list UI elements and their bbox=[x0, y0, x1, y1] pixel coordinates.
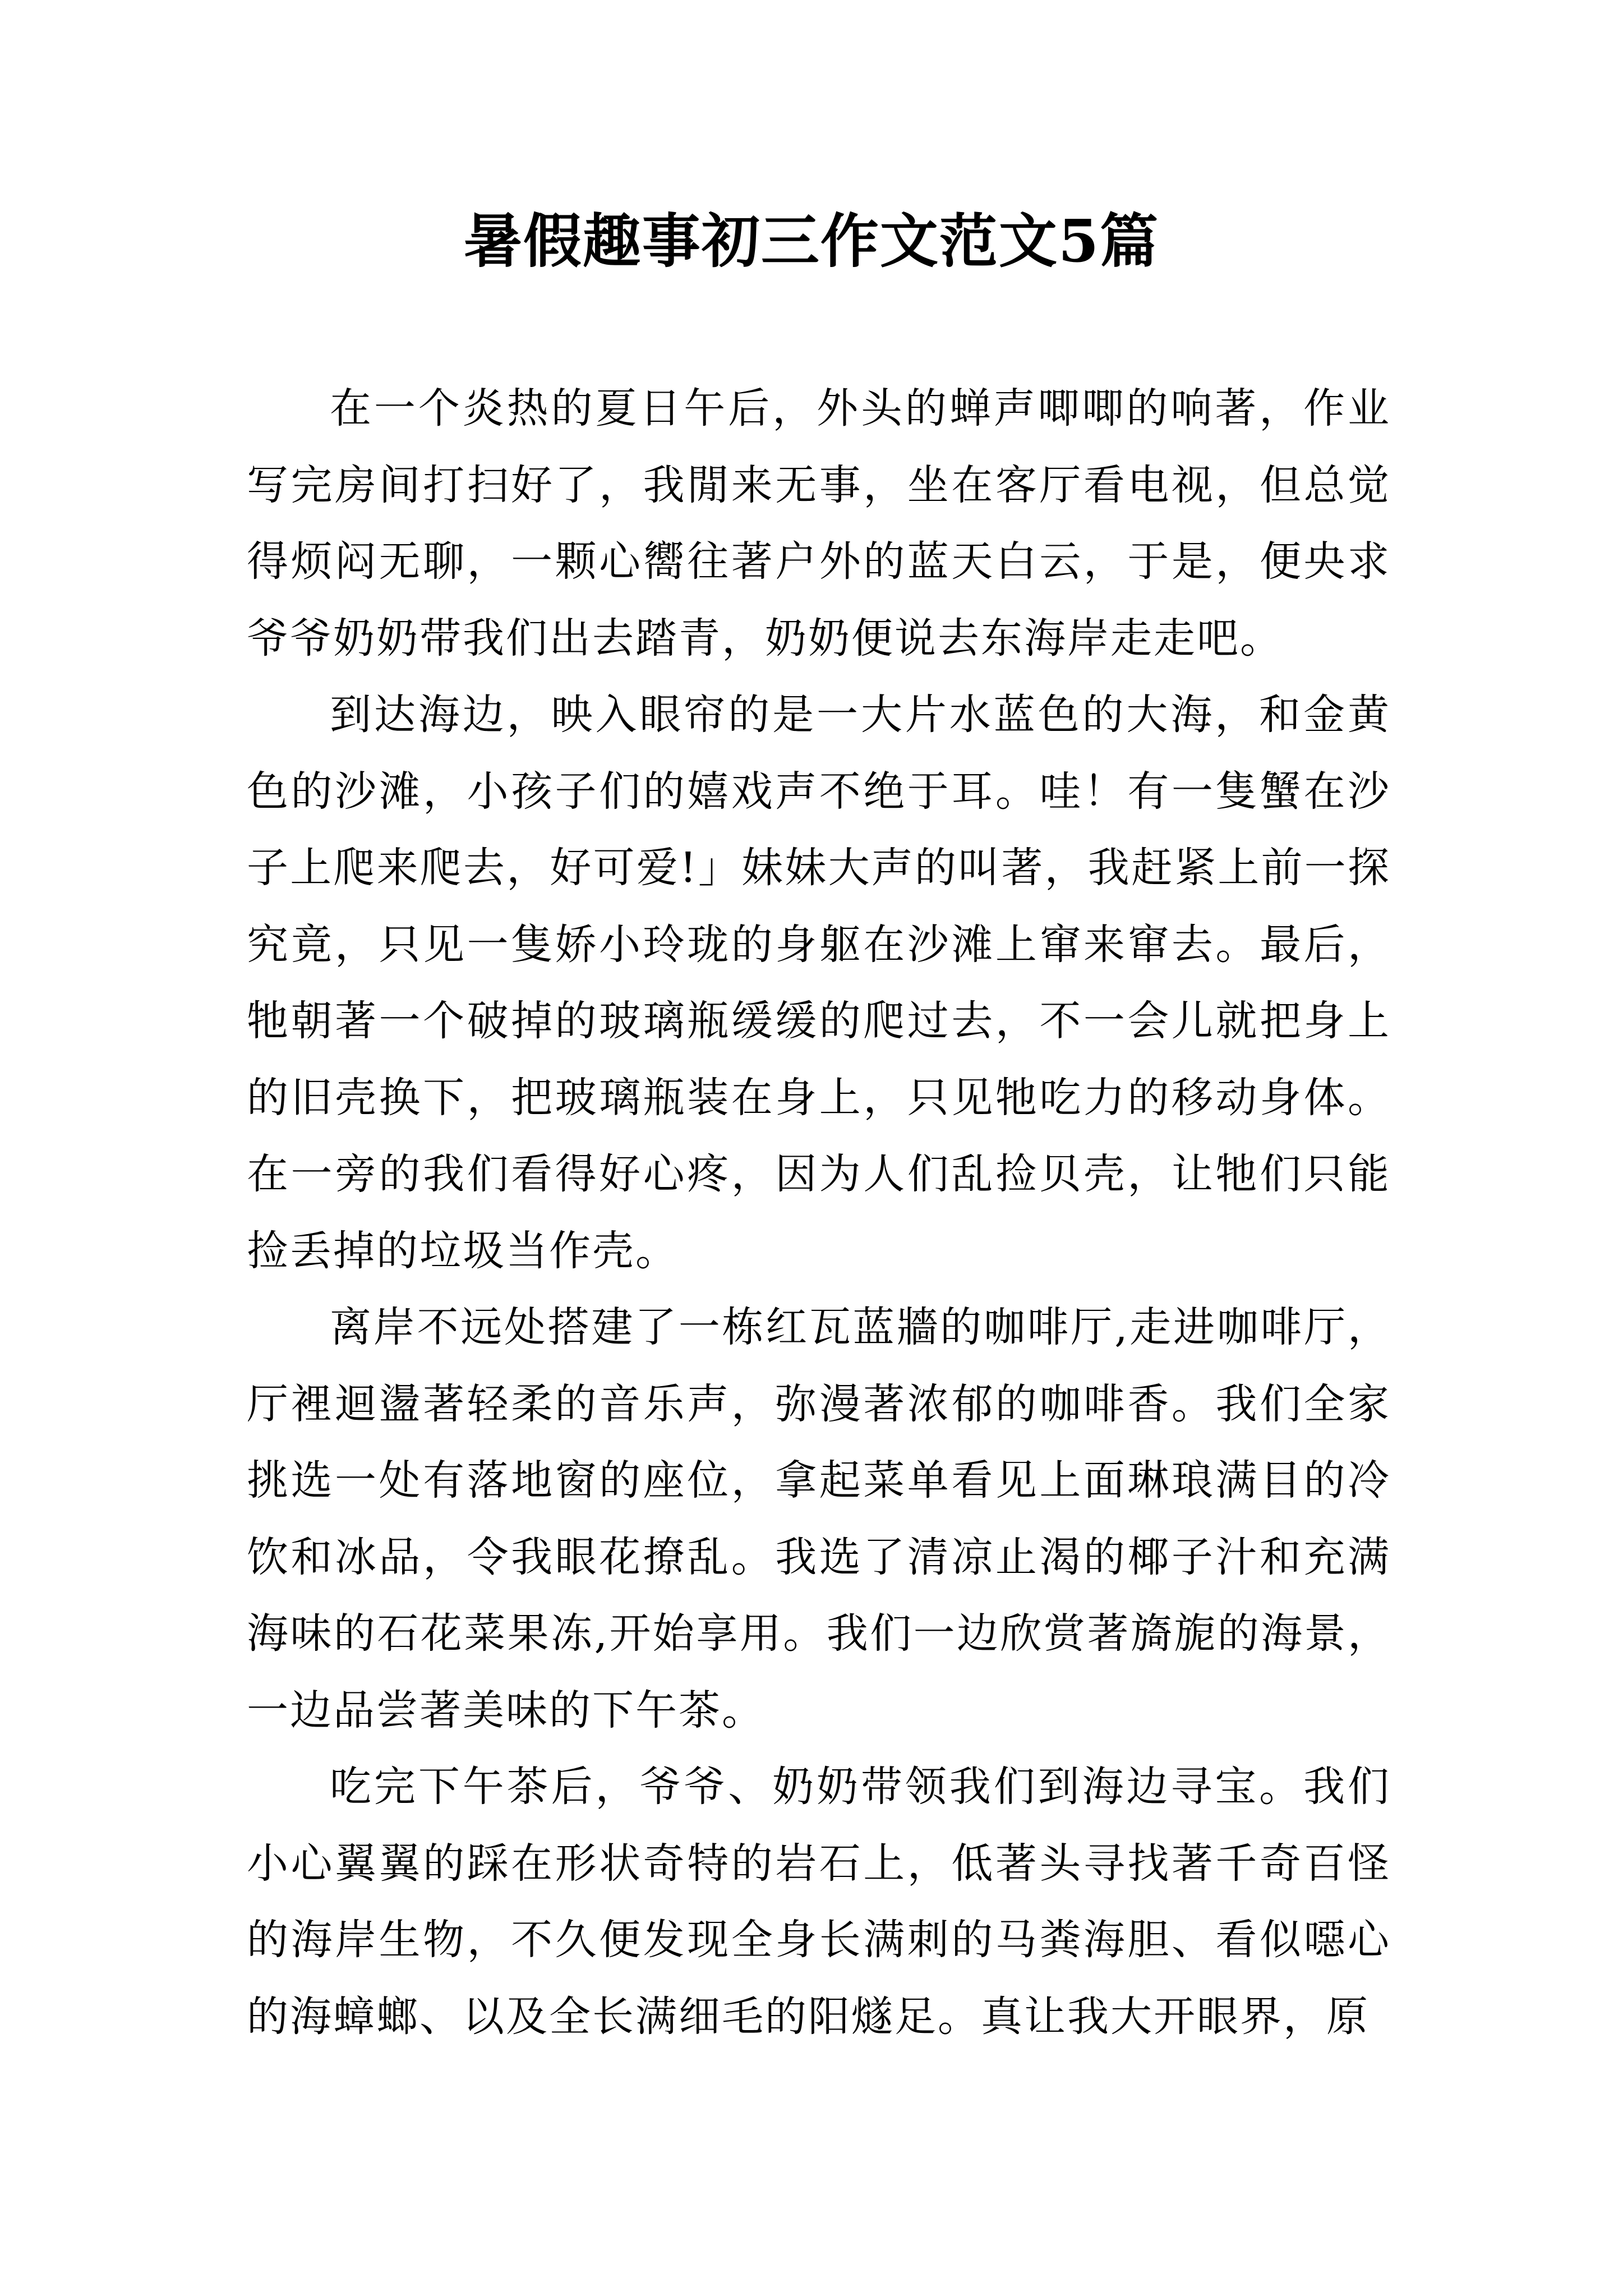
document-title: 暑假趣事初三作文范文5篇 bbox=[463, 206, 1160, 275]
paragraph-1: 在一个炎热的夏日午后，外头的蝉声唧唧的响著，作业写完房间打扫好了，我閒来无事，坐在客厅看电视，但总觉得烦闷无聊，一颗心嚮往著户外的蓝天白云，于是，便央求爷爷奶奶带我们出去踏青，奶奶便说去东海岸走走吧。 bbox=[247, 384, 1391, 662]
paragraph-4: 吃完下午茶后，爷爷、奶奶带领我们到海边寻宝。我们小心翼翼的踩在形状奇特的岩石上，低著头寻找著千奇百怪的海岸生物，不久便发现全身长满刺的马粪海胆、看似噁心的海蟑螂、以及全长满细毛的阳燧足。真让我大开眼界，原 bbox=[247, 1763, 1391, 2041]
paragraph-3: 离岸不远处搭建了一栋红瓦蓝牆的咖啡厅,走进咖啡厅，厅裡迴盪著轻柔的音乐声，弥漫著浓郁的咖啡香。我们全家挑选一处有落地窗的座位，拿起菜单看见上面琳琅满目的冷饮和冰品，令我眼花撩乱。我选了清凉止渴的椰子汁和充满海味的石花菜果冻,开始享用。我们一边欣赏著旖旎的海景，一边品尝著美味的下午茶。 bbox=[247, 1303, 1391, 1734]
document-body bbox=[247, 370, 1391, 2055]
paragraph-2: 到达海边，映入眼帘的是一大片水蓝色的大海，和金黄色的沙滩，小孩子们的嬉戏声不绝于耳。哇！有一隻蟹在沙子上爬来爬去，好可爱!」妹妹大声的叫著，我赶紧上前一探究竟，只见一隻娇小玲珑的身躯在沙滩上窜来窜去。最后，牠朝著一个破掉的玻璃瓶缓缓的爬过去，不一会儿就把身上的旧壳换下，把玻璃瓶装在身上，只见牠吃力的移动身体。在一旁的我们看得好心疼，因为人们乱捡贝壳，让牠们只能捡丢掉的垃圾当作壳。 bbox=[247, 691, 1391, 1275]
